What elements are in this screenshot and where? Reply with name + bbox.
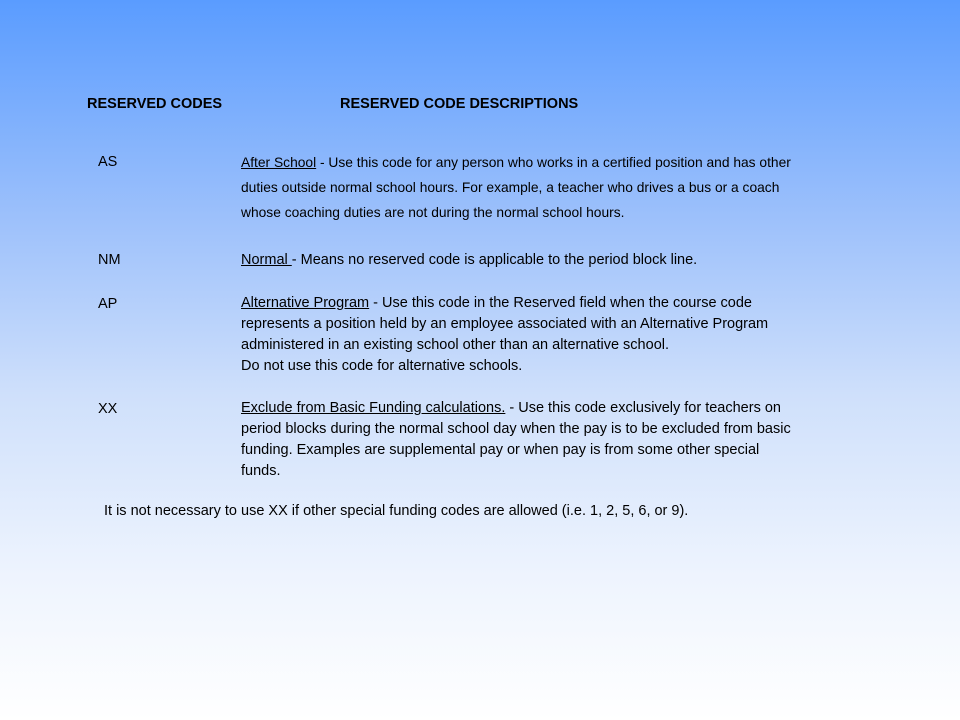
desc-xx-line-3: funding. Examples are supplemental pay or when pay is from some other special [241,442,760,458]
desc-xx-line-2: period blocks during the normal school day when the pay is to be excluded from basic [241,421,791,437]
desc-nm-line-1 [241,250,697,271]
desc-ap-line-1 [241,293,768,314]
code-nm: NM [98,252,121,268]
term-alternative-program: Alternative Program [241,295,370,311]
desc-ap-text: - Use this code in the Reserved field when the course code [369,295,752,311]
term-normal: Normal [241,252,292,268]
term-after-school: After School [241,155,317,170]
desc-nm [241,250,697,271]
desc-as-text: - Use this code for any person who works in a certified position and has other [316,155,791,170]
desc-as-line-1 [241,150,791,175]
reserved-code-descriptions-header: RESERVED CODE DESCRIPTIONS [340,96,579,112]
reserved-codes-header: RESERVED CODES [87,96,223,112]
desc-ap-line-2: represents a position held by an employee associated with an Alternative Program [241,316,769,332]
term-exclude-basic-funding: Exclude from Basic Funding calculations. [241,400,506,416]
desc-ap [241,293,768,377]
desc-ap-line-3: administered in an existing school other than an alternative school. [241,337,670,353]
desc-xx-line-4: funds. [241,463,281,479]
code-as: AS [98,154,118,170]
footnote: It is not necessary to use XX if other special funding codes are allowed (i.e. 1, 2, 5, 6, or 9). [104,503,689,519]
code-xx: XX [98,401,118,417]
desc-ap-line-4: Do not use this code for alternative schools. [241,358,523,374]
desc-as [241,150,791,225]
desc-xx-text: - Use this code exclusively for teachers on [505,400,781,416]
desc-xx-line-1 [241,398,791,419]
desc-as-line-3: whose coaching duties are not during the normal school hours. [241,205,625,220]
desc-nm-text: - Means no reserved code is applicable to the period block line. [291,252,698,268]
code-ap: AP [98,296,118,312]
desc-as-line-2: duties outside normal school hours. For example, a teacher who drives a bus or a coach [241,180,780,195]
desc-xx [241,398,791,482]
